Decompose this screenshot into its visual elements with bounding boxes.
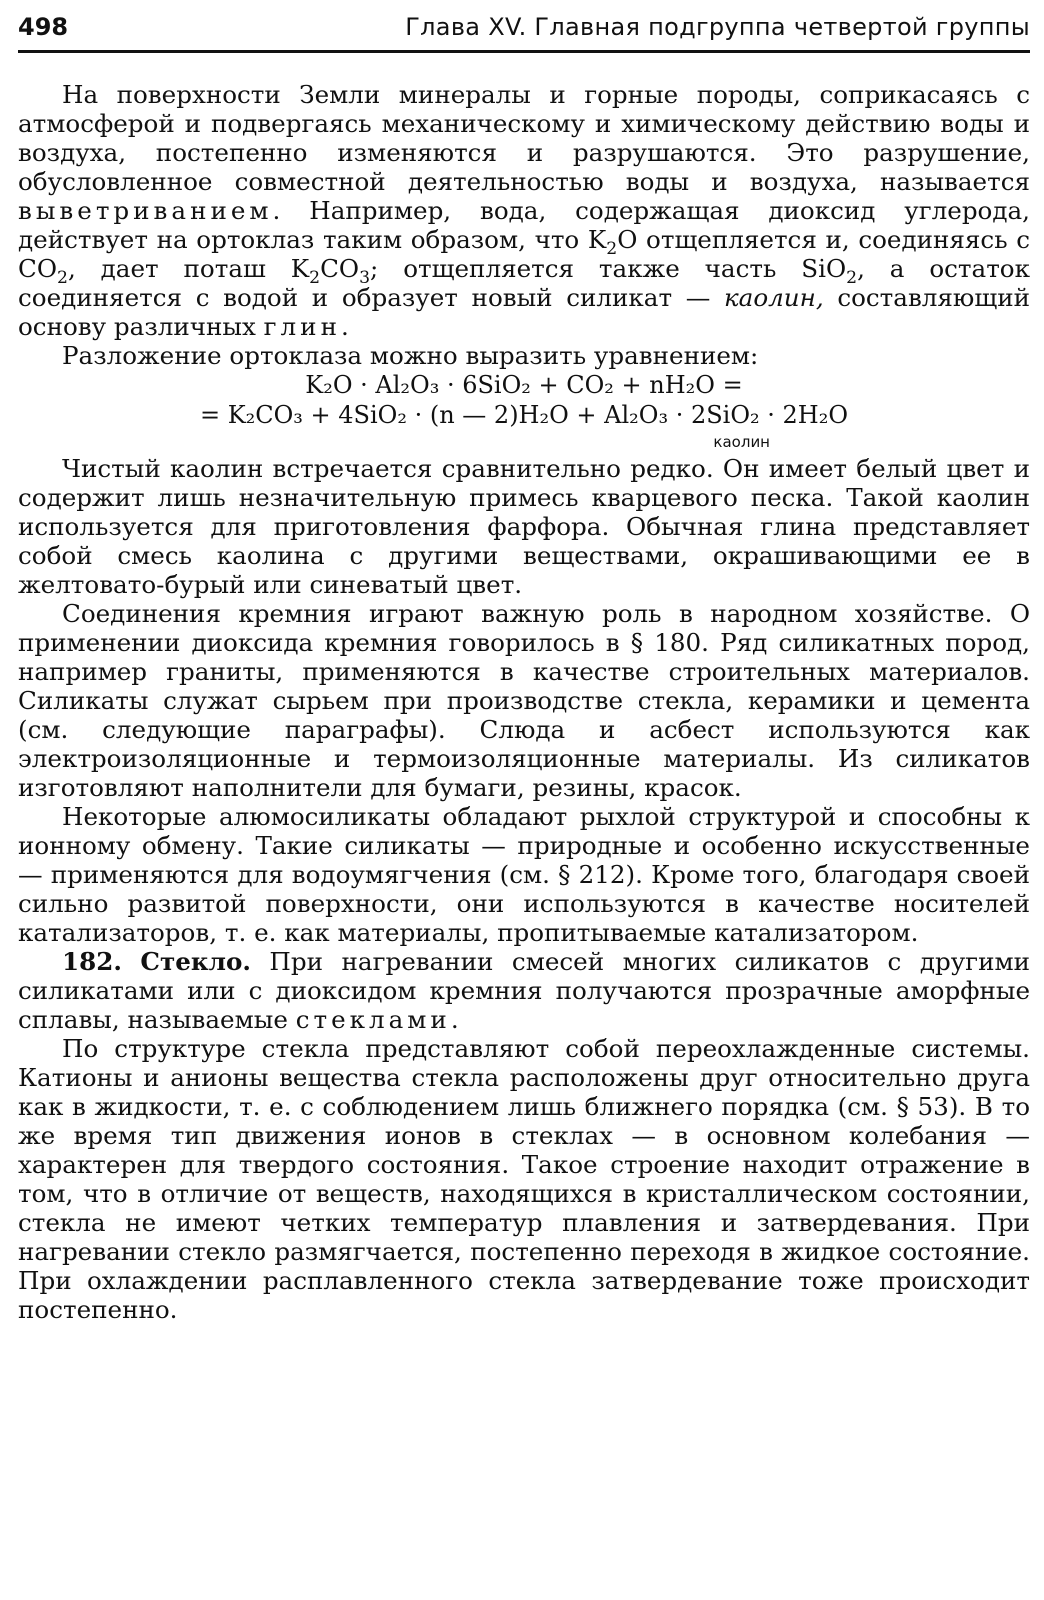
equation-line-1: K₂O · Al₂O₃ · 6SiO₂ + CO₂ + nH₂O = [305, 371, 743, 399]
chapter-title: Глава XV. Главная подгруппа четвертой группы [405, 13, 1030, 41]
paragraph-silicon-compounds: Соединения кремния играют важную роль в народном хозяйстве. О применении диоксида кремния говорилось в § 180. Ряд силикатных пород, например граниты, применяются в качестве строительных материалов. Силикаты служат сырьем при производстве стекла, керамики и цемента (см. следующие параграфы). Слюда и асбест используются как электроизоляционные и термоизоляционные материалы. Из силикатов изготовляют наполнители для бумаги, резины, красок. [18, 599, 1030, 802]
paragraph-aluminosilicates: Некоторые алюмосиликаты обладают рыхлой структурой и способны к ионному обмену. Такие силикаты — природные и особенно искусственные — применяются для водоумягчения (см. § 212). Кроме того, благодаря своей сильно развитой поверхности, они используются в качестве носителей катализаторов, т. е. как материалы, пропитываемые катализатором. [18, 802, 1030, 947]
paragraph-equation-intro: Разложение ортоклаза можно выразить уравнением: [62, 341, 759, 370]
equation-line-2: = K₂CO₃ + 4SiO₂ · (n — 2)H₂O + Al₂O₃ · 2SiO₂ · 2H₂O [199, 401, 849, 429]
term-glasses: стеклами [295, 1005, 451, 1034]
paragraph-weathering: На поверхности Земли минералы и горные породы, соприкасаясь с атмосферой и подвергаясь механическому и химическому действию воды и воздуха, постепенно изменяются и разрушаются. Это разрушение, обусловленное совместной деятельностью воды и воздуха, называется выветриванием. Например, вода, содержащая диоксид углерода, действует на ортоклаз таким образом, что $K_2O$ отщепляется и, соединяясь с $CO_2$, дает поташ $K_2CO_3$; отщепляется также часть SiO$_2$, а остаток соединяется с водой и образует новый силикат — каолин, составляющий основу различных глин. [18, 80, 1030, 341]
term-clays: глин [263, 312, 341, 341]
paragraph-glass-structure: По структуре стекла представляют собой переохлажденные системы. Катионы и анионы вещества стекла расположены друг относительно друга как в жидкости, т. е. с соблюдением лишь ближнего порядка (см. § 53). В то же время тип движения ионов в стеклах — в основном колебания — характерен для твердого состояния. Такое строение находит отражение в том, что в отличие от веществ, находящихся в кристаллическом состоянии, стекла не имеют четких температур плавления и затвердевания. При нагревании стекло размягчается, постепенно переходя в жидкое состояние. При охлаждении расплавленного стекла затвердевание тоже происходит постепенно. [18, 1034, 1030, 1324]
term-weathering: выветриванием [18, 196, 273, 225]
paragraph-pure-kaolin: Чистый каолин встречается сравнительно редко. Он имеет белый цвет и содержит лишь незначительную примесь кварцевого песка. Такой каолин используется для приготовления фарфора. Обычная глина представляет собой смесь каолина с другими веществами, окрашивающими ее в желтовато-бурый или синеватый цвет. [18, 454, 1030, 599]
running-header [18, 4, 1030, 53]
section-182-glass: 182. Стекло. При нагревании смесей многих силикатов с другими силикатами или с диоксидом кремния получаются прозрачные аморфные сплавы, называемые стеклами. [18, 947, 1030, 1034]
section-number: 182. [62, 947, 122, 976]
section-title: Стекло. [140, 947, 251, 976]
equation-label-kaolin: каолин [713, 433, 770, 451]
body-text [18, 80, 1030, 1324]
page-number: 498 [18, 13, 69, 41]
chemical-equation [18, 370, 1030, 454]
term-kaolin: каолин, [723, 283, 824, 312]
